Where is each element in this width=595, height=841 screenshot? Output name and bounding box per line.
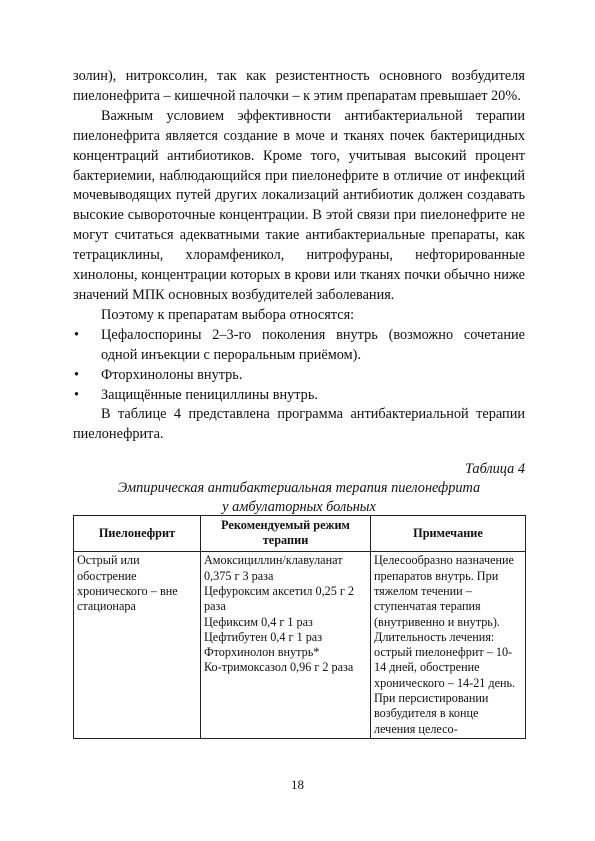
therapy-table — [73, 515, 526, 739]
table-title — [73, 479, 525, 516]
list-item-text: Цефалоспорины 2–3-го поколения внутрь (возможно сочетание одной инъекции с пероральным приёмом). — [101, 326, 525, 363]
header-pyelonephritis: Пиелонефрит — [74, 516, 201, 552]
regimen-item: Ко-тримоксазол 0,96 г 2 раза — [204, 660, 354, 675]
cell-note: Целесообразно назначение препаратов внутрь. При тяжелом течении – ступенчатая терапия (внутривенно и внутрь). Длительность лечения: острый пиелонефрит – 10-14 дней, обострение хронического – 14-21 день. При персистировании возбудителя в конце лечения целесо- — [371, 552, 526, 739]
paragraph-continuation: золин), нитроксолин, так как резистентность основного возбудителя пиелонефрита – кишечной палочки – к этим препаратам превышает 20%. — [73, 68, 525, 104]
bullet-marker: • — [74, 326, 80, 343]
paragraph-drugs-of-choice: Поэтому к препаратам выбора относятся: — [101, 306, 355, 323]
table-title-line: Эмпирическая антибактериальная терапия пиелонефрита — [117, 480, 481, 497]
bullet-marker: • — [74, 366, 80, 383]
table-caption: Таблица 4 — [465, 461, 525, 478]
table-title-line: у амбулаторных больных — [222, 498, 376, 515]
regimen-item: Цефтибутен 0,4 г 1 раз — [204, 629, 323, 644]
bullet-marker: • — [74, 386, 80, 403]
paragraph-table-intro: В таблице 4 представлена программа антибактериальной терапии пиелонефрита. — [73, 406, 525, 443]
drugs-of-choice-list — [73, 326, 525, 406]
list-item — [73, 386, 525, 406]
header-note: Примечание — [371, 516, 526, 552]
table-header-row — [74, 516, 526, 552]
page-number: 18 — [291, 777, 304, 792]
regimen-item: Амоксициллин/клавуланат 0,375 г 3 раза — [204, 553, 343, 583]
table-row — [74, 552, 526, 739]
header-recommended-regimen: Рекомендуемый режим терапии — [201, 516, 371, 552]
list-item-text: Защищённые пенициллины внутрь. — [101, 386, 318, 403]
regimen-item: Фторхинолон внутрь* — [204, 645, 320, 660]
list-item — [73, 366, 525, 386]
cell-condition: Острый или обострение хронического – вне стационара — [74, 552, 201, 739]
cell-regimen — [201, 552, 371, 739]
paragraph-efficacy-conditions: Важным условием эффективности антибактериальной терапии пиелонефрита является создание в моче и тканях почек бактерицидных концентраций антибиотиков. Кроме того, учитывая высокий процент бактериемии, наблюдающийся при пиелонефрите в отличие от инфекций мочевыводящих путей других локализаций антибиотик должен создавать высокие сывороточные концентрации. В этой связи при пиелонефрите не могут считаться адекватными такие антибактериальные препараты, как тетрациклины, хлорамфеникол, нитрофураны, нефторированные хинолоны, концентрации которых в крови или тканях почки обычно ниже значений МПК основных возбудителей заболевания. — [73, 107, 525, 303]
page-content — [73, 67, 525, 739]
regimen-item: Цефиксим 0,4 г 1 раз — [204, 614, 313, 629]
list-item-text: Фторхинолоны внутрь. — [101, 366, 243, 383]
regimen-item: Цефуроксим аксетил 0,25 г 2 раза — [204, 584, 355, 614]
list-item — [73, 326, 525, 366]
